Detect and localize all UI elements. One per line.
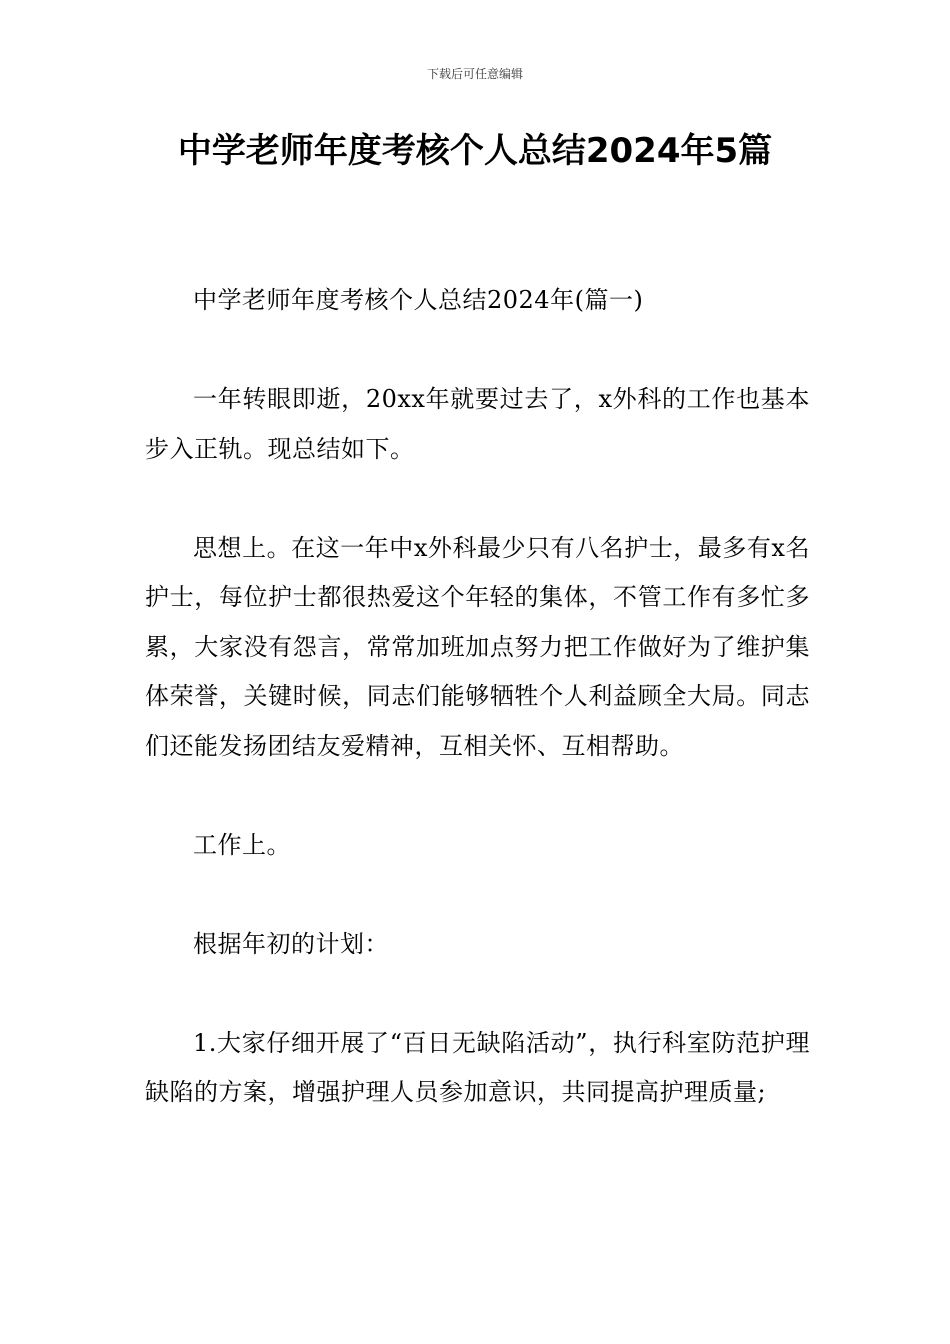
section-heading: 中学老师年度考核个人总结2024年(篇一) bbox=[193, 286, 644, 314]
paragraph: 工作上。 bbox=[193, 830, 291, 859]
paragraph: 根据年初的计划： bbox=[193, 929, 389, 958]
paragraph: 1.大家仔细开展了“百日无缺陷活动”，执行科室防范护理缺陷的方案，增强护理人员参加意识，共同提高护理质量; bbox=[145, 1028, 810, 1106]
paragraph: 思想上。在这一年中x外科最少只有八名护士，最多有x名护士，每位护士都很热爱这个年轻的集体，不管工作有多忙多累，大家没有怨言，常常加班加点努力把工作做好为了维护集体荣誉，关键时候，同志们能够牺牲个人利益顾全大局。同志们还能发扬团结友爱精神，互相关怀、互相帮助。 bbox=[145, 533, 810, 760]
document-body bbox=[145, 276, 810, 1167]
document-title: 中学老师年度考核个人总结2024年5篇 bbox=[177, 131, 773, 171]
paragraph: 一年转眼即逝，20xx年就要过去了，x外科的工作也基本步入正轨。现总结如下。 bbox=[145, 385, 810, 463]
header-note: 下载后可任意编辑 bbox=[426, 67, 523, 81]
